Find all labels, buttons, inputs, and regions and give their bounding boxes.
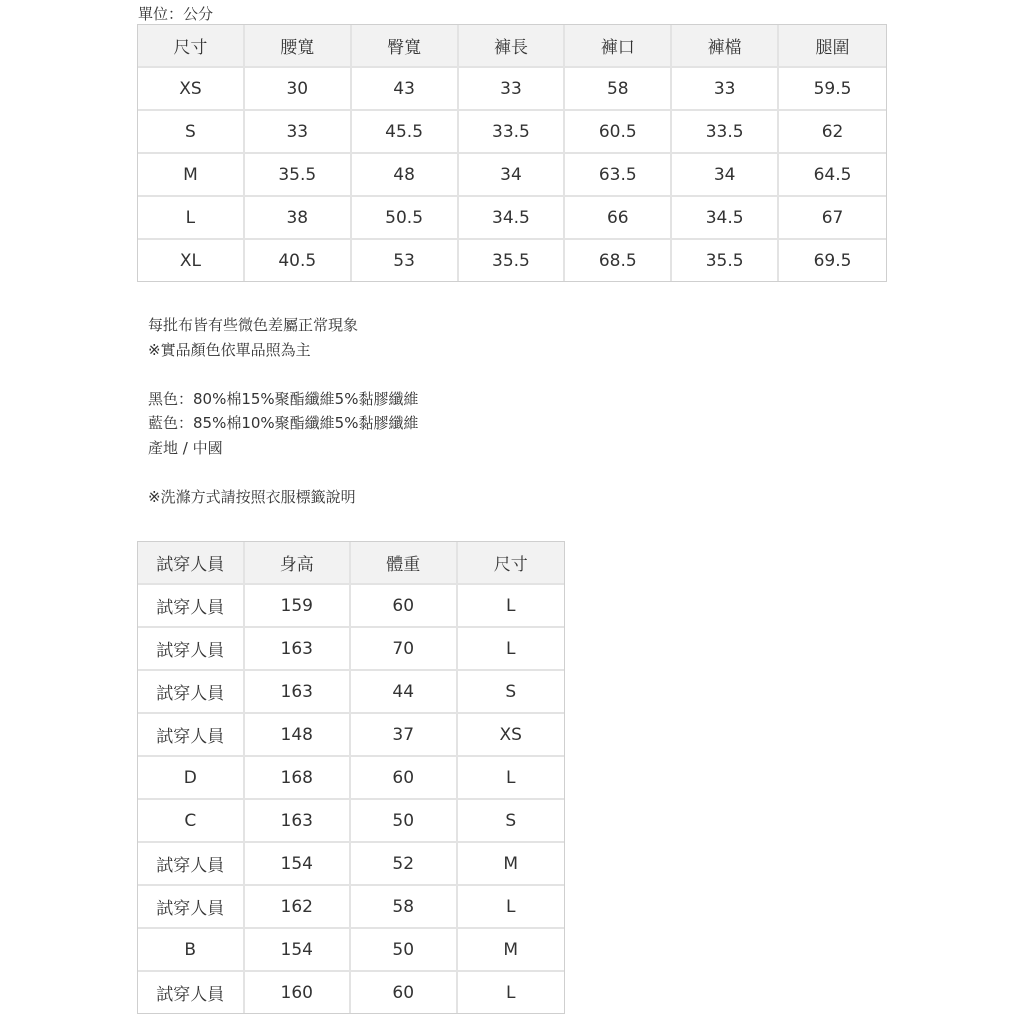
blue-material: 藍色：85%棉10%聚酯纖維5%黏膠纖維 xyxy=(148,414,419,432)
model-table-cell: 試穿人員 xyxy=(138,714,245,757)
product-notes xyxy=(148,313,418,509)
model-table-header-cell: 身高 xyxy=(245,542,352,585)
size-table-cell: 59.5 xyxy=(779,68,886,111)
size-table-cell: XL xyxy=(138,240,245,281)
model-table-cell: XS xyxy=(458,714,565,757)
size-table-row xyxy=(138,68,886,111)
model-table-cell: 60 xyxy=(351,757,458,800)
model-table-cell: 試穿人員 xyxy=(138,671,245,714)
size-chart-table xyxy=(137,24,887,282)
size-table-cell: 34 xyxy=(672,154,779,197)
size-table-header-cell: 褲口 xyxy=(565,25,672,68)
model-table-header-cell: 體重 xyxy=(351,542,458,585)
model-table-cell: L xyxy=(458,757,565,800)
size-table-row xyxy=(138,240,886,281)
model-table-cell: L xyxy=(506,982,516,1003)
model-table-cell: D xyxy=(138,757,245,800)
size-table-cell: 48 xyxy=(352,154,459,197)
model-table-cell: 試穿人員 xyxy=(138,972,245,1013)
fitting-model-table xyxy=(137,541,565,1014)
model-table-cell: M xyxy=(458,929,565,972)
size-table-cell: 34.5 xyxy=(459,197,566,240)
size-table-cell: 33 xyxy=(245,111,352,154)
black-material: 黑色：80%棉15%聚酯纖維5%黏膠纖維 xyxy=(148,389,419,408)
model-table-cell: 試穿人員 xyxy=(138,585,245,628)
model-table-row xyxy=(138,671,564,714)
model-table-cell: 70 xyxy=(351,628,458,671)
origin: 產地 / 中國 xyxy=(148,438,223,457)
size-table-cell: XS xyxy=(138,68,245,111)
model-table-row xyxy=(138,886,564,929)
color-variance-note: 每批布皆有些微色差屬正常現象 xyxy=(148,316,359,334)
model-table-row xyxy=(138,628,564,671)
model-table-cell: 162 xyxy=(245,886,352,929)
size-table-header-cell: 褲長 xyxy=(459,25,566,68)
size-table-header-row xyxy=(138,25,886,68)
size-table-cell: 64.5 xyxy=(779,154,886,197)
size-table-cell: 60.5 xyxy=(565,111,672,154)
model-table-cell: 154 xyxy=(245,843,352,886)
size-table-row xyxy=(138,111,886,154)
size-table-cell: 34 xyxy=(459,154,566,197)
size-table-cell: S xyxy=(138,111,245,154)
model-table-cell: 163 xyxy=(245,671,352,714)
model-table-cell: 163 xyxy=(245,628,352,671)
size-table-cell: 68.5 xyxy=(565,240,672,281)
model-table-cell: 154 xyxy=(245,929,352,972)
model-table-cell: 159 xyxy=(245,585,352,628)
model-table-cell: 60 xyxy=(351,585,458,628)
model-table-cell: 148 xyxy=(245,714,352,757)
size-table-cell: 35.5 xyxy=(245,154,352,197)
model-table-row xyxy=(138,929,564,972)
size-table-cell: 67 xyxy=(779,197,886,240)
model-table-row xyxy=(138,714,564,757)
model-table-cell: 52 xyxy=(351,843,458,886)
size-table-cell: 43 xyxy=(352,68,459,111)
size-table-header-cell: 腰寬 xyxy=(245,25,352,68)
model-table-cell: 163 xyxy=(245,800,352,843)
model-table-cell: 37 xyxy=(351,714,458,757)
model-table-cell: 50 xyxy=(351,929,458,972)
model-table-cell: 44 xyxy=(351,671,458,714)
model-table-row xyxy=(138,585,564,628)
size-table-cell: 53 xyxy=(352,240,459,281)
size-table-cell: 66 xyxy=(565,197,672,240)
model-table-row xyxy=(138,800,564,843)
size-table-cell: M xyxy=(138,154,245,197)
model-table-cell: 58 xyxy=(351,886,458,929)
size-table-cell: 38 xyxy=(245,197,352,240)
size-table-cell: 33 xyxy=(459,68,566,111)
model-table-row xyxy=(138,843,564,886)
model-table-cell: L xyxy=(458,628,565,671)
unit-label: 單位：公分 xyxy=(138,5,214,23)
spacer xyxy=(148,362,418,387)
model-table-cell: 試穿人員 xyxy=(138,886,245,929)
size-table-cell: L xyxy=(138,197,245,240)
size-table-cell: 35.5 xyxy=(459,240,566,281)
model-table-cell: 試穿人員 xyxy=(138,628,245,671)
size-table-cell: 45.5 xyxy=(352,111,459,154)
model-table-cell: S xyxy=(458,800,565,843)
size-table-cell: 40.5 xyxy=(245,240,352,281)
model-table-cell: C xyxy=(138,800,245,843)
size-table-cell: 62 xyxy=(779,111,886,154)
model-table-cell: 試穿人員 xyxy=(138,843,245,886)
model-table-row xyxy=(138,972,564,1013)
model-table-header-cell: 試穿人員 xyxy=(138,542,245,585)
model-table-cell: 50 xyxy=(351,800,458,843)
size-table-row xyxy=(138,154,886,197)
size-table-cell: 58 xyxy=(565,68,672,111)
size-table-cell: 50.5 xyxy=(352,197,459,240)
model-table-header-row xyxy=(138,542,564,585)
size-table-cell: 33.5 xyxy=(672,111,779,154)
product-color-note: ※實品顏色依單品照為主 xyxy=(148,340,311,359)
model-table-cell: 160 xyxy=(245,972,352,1013)
size-table-cell: 69.5 xyxy=(813,250,852,271)
model-table-cell: 60 xyxy=(351,972,458,1013)
size-table-cell: 30 xyxy=(245,68,352,111)
model-table-row xyxy=(138,757,564,800)
spacer xyxy=(148,460,418,485)
size-table-cell: 33 xyxy=(672,68,779,111)
size-table-header-cell: 臀寬 xyxy=(352,25,459,68)
model-table-cell: B xyxy=(138,929,245,972)
size-table-row xyxy=(138,197,886,240)
model-table-cell: 168 xyxy=(245,757,352,800)
size-table-header-cell: 腿圍 xyxy=(779,25,886,68)
size-table-header-cell: 尺寸 xyxy=(138,25,245,68)
model-table-cell: S xyxy=(458,671,565,714)
size-table-cell: 34.5 xyxy=(672,197,779,240)
model-table-header-cell: 尺寸 xyxy=(458,542,565,585)
size-table-header-cell: 褲檔 xyxy=(672,25,779,68)
size-table-cell: 33.5 xyxy=(459,111,566,154)
size-table-cell: 35.5 xyxy=(672,240,779,281)
model-table-cell: L xyxy=(458,585,565,628)
size-table-cell: 63.5 xyxy=(565,154,672,197)
wash-instructions: ※洗滌方式請按照衣服標籤說明 xyxy=(148,487,356,506)
model-table-cell: M xyxy=(458,843,565,886)
model-table-cell: L xyxy=(458,886,565,929)
